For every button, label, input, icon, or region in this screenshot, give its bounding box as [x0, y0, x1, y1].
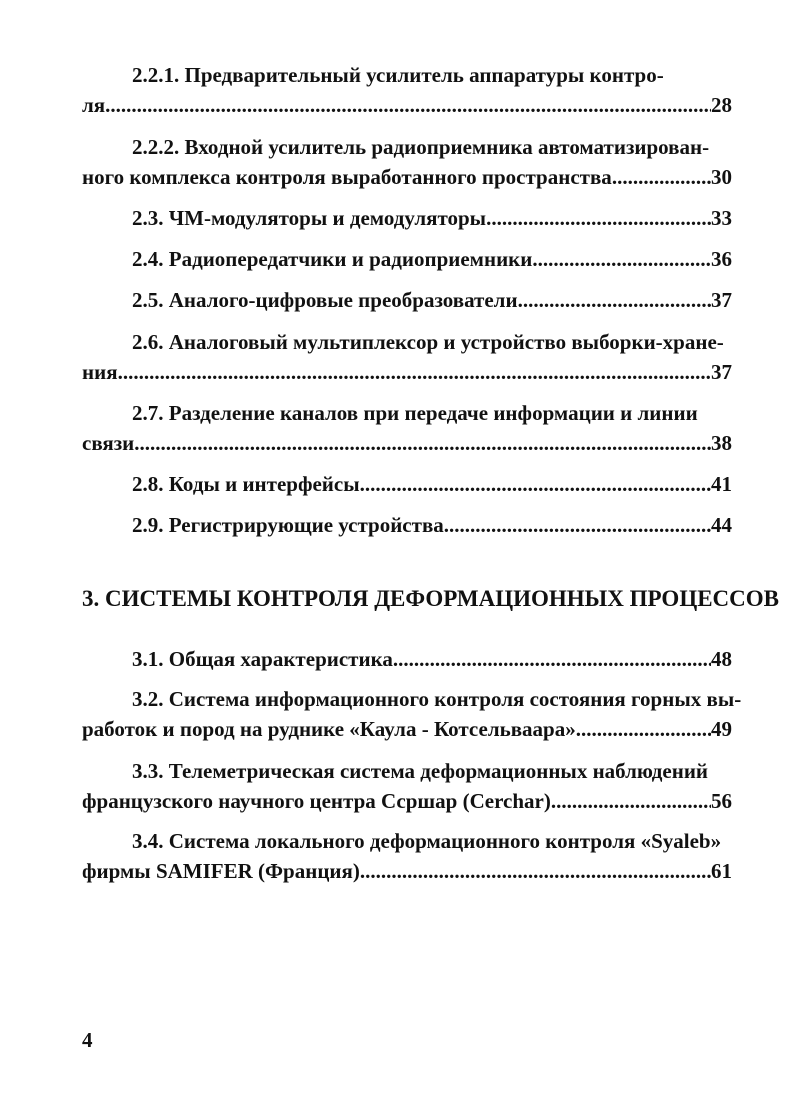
- toc-entry-text: 3.3. Телеметрическая система деформационных наблюдений: [132, 759, 709, 783]
- toc-entry-2-3: [82, 203, 732, 233]
- toc-entry-tail: 2.9. Регистрирующие устройства: [132, 513, 444, 537]
- toc-entry-last-line: [82, 244, 732, 274]
- toc-entry-text: 2.2.2. Входной усилитель радиоприемника автоматизирован-: [132, 135, 710, 159]
- toc-entry-2-2-1: [82, 60, 732, 120]
- toc-entry-last-line: [82, 856, 732, 886]
- dot-leader: [118, 357, 711, 387]
- toc-entry-tail: связи: [82, 431, 135, 455]
- toc-entry-tail: фирмы SAMIFER (Франция): [82, 859, 360, 883]
- toc-page-number: 41: [711, 472, 732, 496]
- toc-entry-tail: ного комплекса контроля выработанного пространства: [82, 165, 612, 189]
- toc-entry-2-5: [82, 285, 732, 315]
- toc-entry-2-4: [82, 244, 732, 274]
- dot-leader: [360, 469, 711, 499]
- dot-leader: [444, 510, 711, 540]
- toc-page-number: 33: [711, 206, 732, 230]
- toc-entry-tail: 2.8. Коды и интерфейсы: [132, 472, 360, 496]
- toc-entry-2-6: [82, 327, 732, 387]
- toc-entry-2-2-2: [82, 132, 732, 192]
- toc-page-number: 38: [711, 431, 732, 455]
- toc-entry-3-1: [82, 644, 732, 674]
- toc-entry-2-7: [82, 398, 732, 458]
- toc-page-number: 61: [711, 859, 732, 883]
- toc-entry-last-line: [82, 203, 732, 233]
- toc-entry-tail: 2.4. Радиопередатчики и радиоприемники: [132, 247, 533, 271]
- dot-leader: [105, 90, 711, 120]
- toc-entry-last-line: [82, 644, 732, 674]
- toc-entry-tail: ния: [82, 360, 118, 384]
- toc-entry-tail: 2.5. Аналого-цифровые преобразователи: [132, 288, 518, 312]
- toc-entry-text: 3.4. Система локального деформационного контроля «Syaleb»: [132, 829, 722, 853]
- dot-leader: [532, 244, 711, 274]
- toc-entry-2-9: [82, 510, 732, 540]
- toc-entry-tail: 3.1. Общая характеристика: [132, 647, 393, 671]
- toc-entry-last-line: [82, 510, 732, 540]
- toc-page-number: 37: [711, 288, 732, 312]
- dot-leader: [360, 856, 711, 886]
- toc-entry-last-line: [82, 714, 732, 744]
- section-heading: 3. СИСТЕМЫ КОНТРОЛЯ ДЕФОРМАЦИОННЫХ ПРОЦЕССОВ: [82, 586, 780, 611]
- toc-page-number: 44: [711, 513, 732, 537]
- dot-leader: [576, 714, 711, 744]
- toc-page-number: 30: [711, 165, 732, 189]
- dot-leader: [393, 644, 711, 674]
- toc-entry-text: 2.7. Разделение каналов при передаче информации и линии: [132, 401, 698, 425]
- toc-entry-last-line: [82, 357, 732, 387]
- toc-entry-3-3: [82, 756, 732, 816]
- toc-entry-text: 2.6. Аналоговый мультиплексор и устройство выборки-хране-: [132, 330, 724, 354]
- toc-entry-2-8: [82, 469, 732, 499]
- toc-entry-tail: 2.3. ЧМ-модуляторы и демодуляторы: [132, 206, 487, 230]
- toc-page-number: 36: [711, 247, 732, 271]
- toc-page-number: 56: [711, 789, 732, 813]
- toc-entry-last-line: [82, 786, 732, 816]
- toc-entry-last-line: [82, 285, 732, 315]
- dot-leader: [518, 285, 711, 315]
- dot-leader: [134, 428, 711, 458]
- toc-entry-tail: работок и пород на руднике «Каула - Котсельваара»: [82, 717, 576, 741]
- toc-entry-tail: ля: [82, 93, 106, 117]
- toc-page-number: 37: [711, 360, 732, 384]
- toc-entry-3-2: [82, 684, 742, 744]
- toc-page-number: 28: [711, 93, 732, 117]
- toc-entry-text: 3.2. Система информационного контроля состояния горных вы-: [132, 687, 742, 711]
- toc-page-number: 49: [711, 717, 732, 741]
- page-number: 4: [82, 1028, 93, 1052]
- toc-entry-last-line: [82, 469, 732, 499]
- dot-leader: [612, 162, 711, 192]
- dot-leader: [486, 203, 711, 233]
- toc-entry-last-line: [82, 162, 732, 192]
- toc-entry-tail: французского научного центра Ссршар (Cerchar): [82, 789, 551, 813]
- toc-entry-last-line: [82, 428, 732, 458]
- toc-entry-text: 2.2.1. Предварительный усилитель аппаратуры контро-: [132, 63, 664, 87]
- dot-leader: [551, 786, 711, 816]
- toc-entry-3-4: [82, 826, 732, 886]
- toc-entry-last-line: [82, 90, 732, 120]
- toc-page-number: 48: [711, 647, 732, 671]
